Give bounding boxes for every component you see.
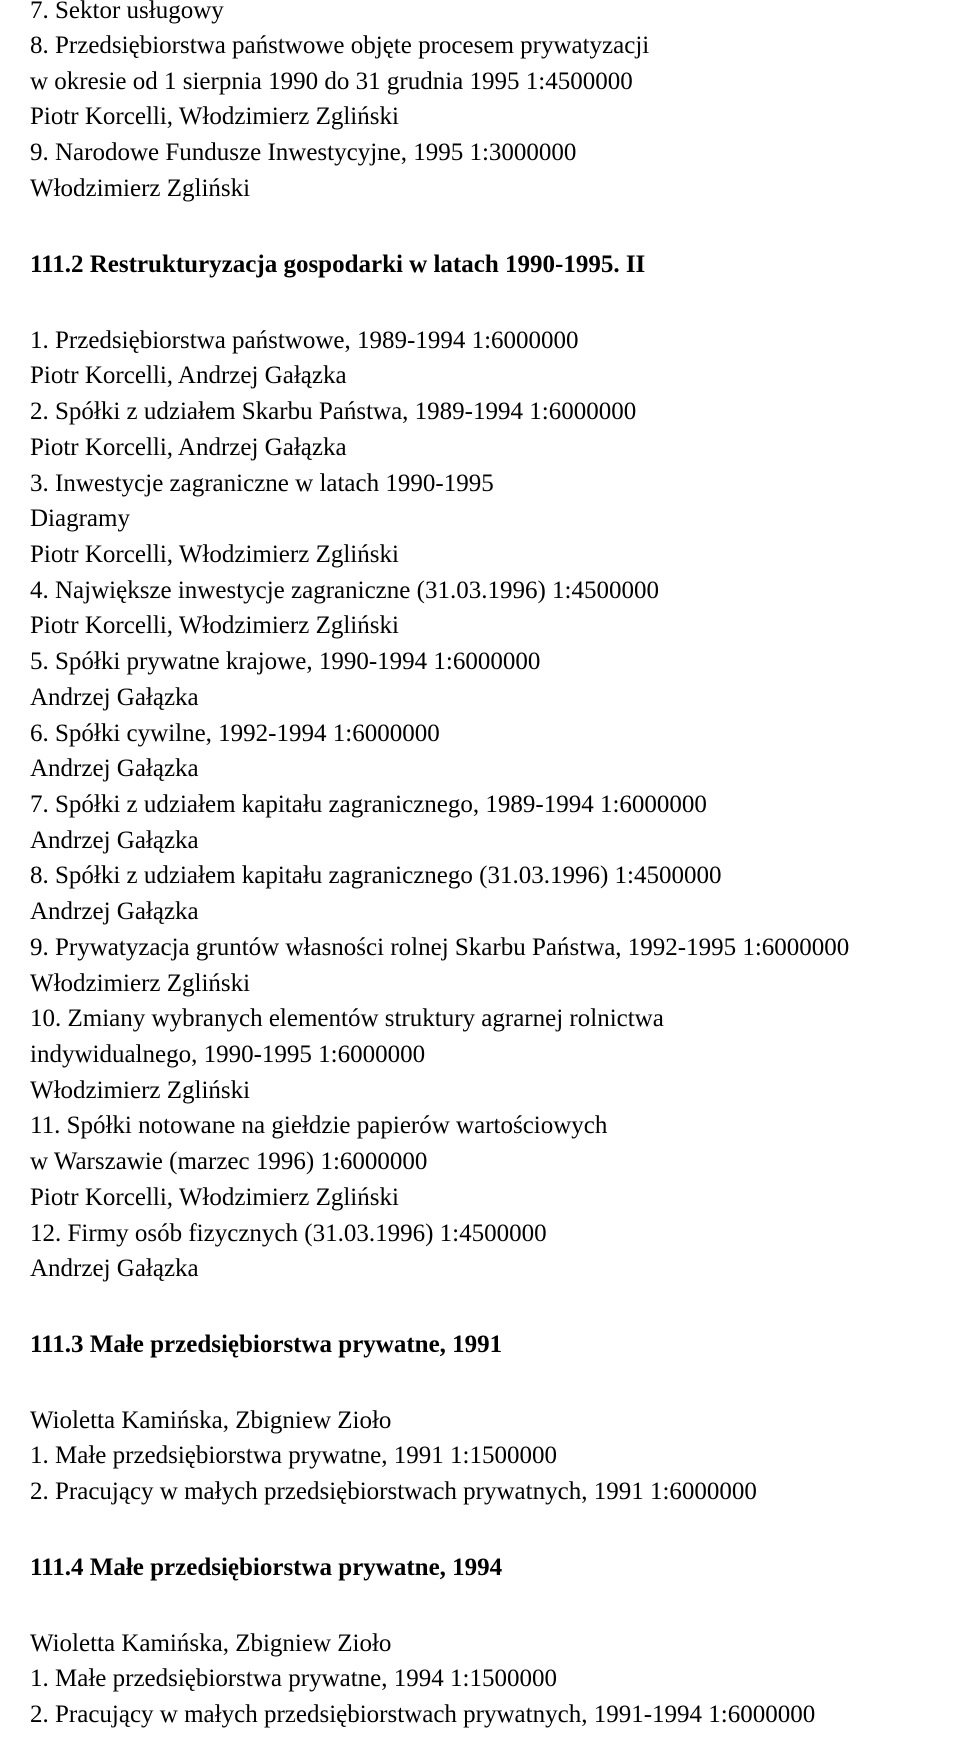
authors-line: Włodzimierz Zgliński	[30, 970, 251, 997]
section-heading: 111.2 Restrukturyzacja gospodarki w latach 1990-1995. II	[30, 251, 646, 278]
authors-line: Andrzej Gałązka	[30, 1255, 199, 1282]
list-item: 10. Zmiany wybranych elementów struktury agrarnej rolnictwa	[30, 1005, 664, 1032]
list-item: 9. Prywatyzacja gruntów własności rolnej Skarbu Państwa, 1992-1995 1:6000000	[30, 934, 850, 961]
list-item: 12. Firmy osób fizycznych (31.03.1996) 1:4500000	[30, 1220, 547, 1247]
list-item: w Warszawie (marzec 1996) 1:6000000	[30, 1148, 428, 1175]
list-item: 8. Przedsiębiorstwa państwowe objęte procesem prywatyzacji	[30, 32, 650, 59]
list-item: 1. Małe przedsiębiorstwa prywatne, 1994 1:1500000	[30, 1665, 557, 1692]
authors-line: Piotr Korcelli, Andrzej Gałązka	[30, 362, 347, 389]
authors-line: Piotr Korcelli, Włodzimierz Zgliński	[30, 103, 399, 130]
list-item: 1. Małe przedsiębiorstwa prywatne, 1991 1:1500000	[30, 1442, 557, 1469]
list-item: w okresie od 1 sierpnia 1990 do 31 grudnia 1995 1:4500000	[30, 68, 633, 95]
authors-line: Włodzimierz Zgliński	[30, 175, 251, 202]
list-item: 2. Pracujący w małych przedsiębiorstwach prywatnych, 1991-1994 1:6000000	[30, 1701, 816, 1728]
list-item: 6. Spółki cywilne, 1992-1994 1:6000000	[30, 720, 440, 747]
authors-line: Piotr Korcelli, Włodzimierz Zgliński	[30, 1184, 399, 1211]
list-item: 2. Pracujący w małych przedsiębiorstwach prywatnych, 1991 1:6000000	[30, 1478, 757, 1505]
authors-line: Andrzej Gałązka	[30, 684, 199, 711]
authors-line: Piotr Korcelli, Włodzimierz Zgliński	[30, 541, 399, 568]
authors-line: Włodzimierz Zgliński	[30, 1077, 251, 1104]
authors-line: Andrzej Gałązka	[30, 827, 199, 854]
authors-line: Andrzej Gałązka	[30, 755, 199, 782]
list-item: indywidualnego, 1990-1995 1:6000000	[30, 1041, 426, 1068]
list-item: 1. Przedsiębiorstwa państwowe, 1989-1994 1:6000000	[30, 327, 579, 354]
authors-line: Wioletta Kamińska, Zbigniew Zioło	[30, 1630, 392, 1657]
authors-line: Piotr Korcelli, Andrzej Gałązka	[30, 434, 347, 461]
section-heading: 111.3 Małe przedsiębiorstwa prywatne, 1991	[30, 1331, 503, 1358]
authors-line: Wioletta Kamińska, Zbigniew Zioło	[30, 1407, 392, 1434]
list-item: 11. Spółki notowane na giełdzie papierów wartościowych	[30, 1112, 608, 1139]
list-item: 7. Spółki z udziałem kapitału zagranicznego, 1989-1994 1:6000000	[30, 791, 707, 818]
section-heading: 111.4 Małe przedsiębiorstwa prywatne, 1994	[30, 1554, 503, 1581]
list-item: 4. Największe inwestycje zagraniczne (31.03.1996) 1:4500000	[30, 577, 659, 604]
list-item: 2. Spółki z udziałem Skarbu Państwa, 1989-1994 1:6000000	[30, 398, 637, 425]
authors-line: Piotr Korcelli, Włodzimierz Zgliński	[30, 612, 399, 639]
list-item: 7. Sektor usługowy	[30, 0, 224, 24]
list-item: 8. Spółki z udziałem kapitału zagranicznego (31.03.1996) 1:4500000	[30, 862, 722, 889]
authors-line: Andrzej Gałązka	[30, 898, 199, 925]
list-item: 3. Inwestycje zagraniczne w latach 1990-1995	[30, 470, 494, 497]
list-item: 5. Spółki prywatne krajowe, 1990-1994 1:6000000	[30, 648, 541, 675]
list-item: 9. Narodowe Fundusze Inwestycyjne, 1995 1:3000000	[30, 139, 577, 166]
list-item-note: Diagramy	[30, 505, 130, 532]
